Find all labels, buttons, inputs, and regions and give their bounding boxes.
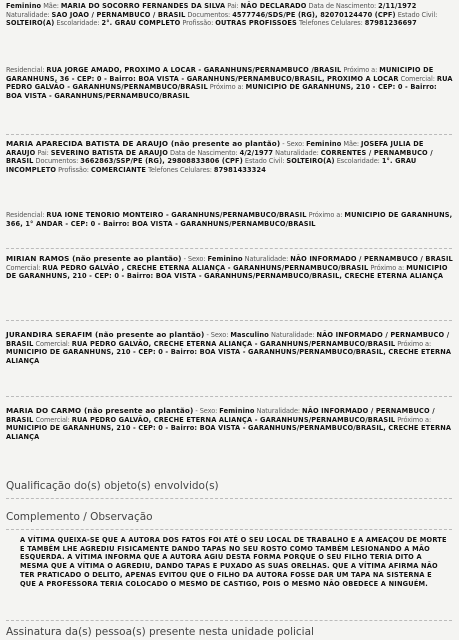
label: Profissão: [58, 165, 89, 174]
label: Naturalidade: [270, 331, 315, 339]
label: Próximo a: [370, 263, 405, 272]
divider [6, 498, 452, 499]
label: Documentos: [35, 157, 79, 166]
person-2-civil-status: SOLTEIRO(A) [286, 157, 335, 166]
label: Naturalidade: [275, 148, 319, 157]
divider [6, 248, 452, 249]
person-4-block [6, 331, 454, 365]
label: Telefones Celulares: [298, 19, 363, 28]
person-2-block [6, 140, 454, 174]
person-4-near: MUNICIPIO DE GARANHUNS, 210 - CEP: 0 - Bairro: BOA VISTA - GARANHUNS/PERNAMBUCO/BRASIL, CRECHE ETERNA ALIANÇA [6, 348, 452, 365]
person-1-block [6, 2, 454, 28]
person-2-phone: 87981433324 [213, 165, 266, 174]
person-2-name: MARIA APARECIDA BATISTA DE ARAUJO (não presente ao plantão) [6, 139, 281, 148]
person-1-father: NÃO DECLARADO [240, 2, 307, 10]
signature-section-heading: Assinatura da(s) pessoa(s) presente nesta unidade policial [6, 626, 314, 638]
person-3-near: MUNICIPIO DE GARANHUNS, 210 - CEP: 0 - Bairro: BOA VISTA - GARANHUNS/PERNAMBUCO/BRASIL, CRECHE ETERNA ALIANÇA [6, 263, 448, 281]
person-2-addresses [6, 211, 454, 228]
person-3-block [6, 255, 454, 281]
person-4-sex: Masculino [230, 331, 269, 339]
label: Data de Nascimento: [308, 2, 377, 10]
person-3-sex: Feminino [207, 255, 243, 263]
person-1-commercial: RUA PEDRO GALVÃO - GARANHUNS/PERNAMBUCO/BRASIL [6, 74, 453, 92]
complement-section-heading: Complemento / Observação [6, 511, 153, 523]
label: Comercial: [35, 339, 70, 348]
person-1-near: MUNICIPIO DE GARANHUNS, 36 - CEP: 0 - Bairro: BOA VISTA - GARANHUNS/PERNAMBUCO/BRASIL, PROXIMO A LOCAR [6, 66, 434, 83]
person-3-name: MIRIAN RAMOS (não presente ao plantão) [6, 254, 182, 263]
person-5-block [6, 407, 454, 441]
label: Residencial: [6, 66, 45, 74]
person-1-mother: MARIA DO SOCORRO FERNANDES DA SILVA [60, 2, 226, 10]
person-2-father: SEVERINO BATISTA DE ARAUJO [50, 148, 168, 157]
person-3-birthplace: NÃO INFORMADO / PERNAMBUCO / BRASIL [290, 255, 453, 263]
person-1-phone: 87981236697 [364, 19, 417, 28]
label: Estado Civil: [244, 157, 285, 166]
person-2-sex: Feminino [306, 140, 342, 148]
divider [6, 396, 452, 397]
label: - Sexo: [282, 140, 305, 148]
objects-section-heading: Qualificação do(s) objeto(s) envolvido(s) [6, 480, 219, 492]
label: Pai: [227, 2, 239, 10]
person-2-documents: 3662863/SSP/PE (RG), 29808833806 (CPF) [80, 157, 243, 166]
label: Comercial: [35, 415, 70, 424]
divider [6, 529, 452, 530]
person-1-birthdate: 2/11/1972 [378, 2, 417, 10]
label: Comercial: [6, 263, 41, 272]
label: Escolaridade: [56, 19, 100, 28]
label: Telefones Celulares: [148, 165, 212, 174]
label: Data de Nascimento: [169, 148, 238, 157]
person-5-birthplace: NÃO INFORMADO / PERNAMBUCO / BRASIL [6, 407, 435, 424]
label: Próximo a: [397, 415, 432, 424]
person-5-near: MUNICIPIO DE GARANHUNS, 210 - CEP: 0 - Bairro: BOA VISTA - GARANHUNS/PERNAMBUCO/BRASIL, CRECHE ETERNA ALIANÇA [6, 424, 452, 441]
label: Escolaridade: [336, 157, 380, 166]
person-4-name: JURANDIRA SERAFIM (não presente ao plantão) [6, 330, 205, 339]
label: Naturalidade: [244, 255, 289, 263]
divider [6, 320, 452, 321]
person-5-name: MARIA DO CARMO (não presente ao plantão) [6, 406, 194, 415]
person-2-education: 1°. GRAU INCOMPLETO [6, 157, 417, 174]
label: Próximo a: [209, 83, 244, 92]
label: Naturalidade: [256, 407, 301, 415]
label: Profissão: [182, 19, 214, 28]
label: Pai: [37, 148, 49, 157]
label: - Sexo: [206, 331, 229, 339]
person-1-birthplace: SAO JOAO / PERNAMBUCO / BRASIL [51, 10, 186, 19]
label: - Sexo: [195, 407, 218, 415]
person-2-profession: COMERCIANTE [90, 165, 147, 174]
label: Documentos: [187, 10, 231, 19]
person-1-residential: RUA JORGE AMADO, PROXIMO A LOCAR - GARANHUNS/PERNAMBUCO /BRASIL [46, 66, 342, 74]
person-1-education: 2°. GRAU COMPLETO [101, 19, 181, 28]
person-2-residential: RUA IONE TENORIO MONTEIRO - GARANHUNS/PERNAMBUCO/BRASIL [46, 211, 307, 219]
person-5-sex: Feminino [219, 407, 255, 415]
person-1-civil-status: SOLTEIRO(A) [6, 19, 55, 28]
person-5-commercial: RUA PEDRO GALVÃO, CRECHE ETERNA ALIANÇA - GARANHUNS/PERNAMBUCO/BRASIL [71, 415, 396, 424]
label: Mãe: [343, 140, 359, 148]
person-1-sex: Feminino [6, 2, 42, 10]
person-1-profession: OUTRAS PROFISSOES [215, 19, 297, 28]
complement-text: A VÍTIMA QUEIXA-SE QUE A AUTORA DOS FATOS FOI ATÉ O SEU LOCAL DE TRABALHO E A AMEAÇOU DE MORTE E TAMBÉM LHE AGREDIU FISICAMENTE DANDO TAPAS NO SEU ROSTO COMO TAMBÉM LESIONANDO A MÃO ESQUERDA. A VÍTIMA INFORMA QUE A AUTORA AGIU DESTA FORMA PORQUE O SEU FILHO TERIA DITO A MESMA QUE A VÍTIMA O AGREDIU, DANDO TAPAS E PUXADO AS SUAS ORELHAS. QUE A VÍTIMA AFIRMA NÃO TER PRATICADO O DELITO, APENAS EVITOU QUE O FILHO DA AUTORA FOSSE DAR UM TAPA NA SISTERNA E QUE A PROFESSORA TERIA COLOCADO O MESMO DE CASTIGO, POIS O MESMO NÃO OBEDECE A NINGUÉM. [20, 536, 447, 588]
person-2-birthdate: 4/2/1977 [239, 148, 274, 157]
label: Naturalidade: [6, 10, 50, 19]
person-2-birthplace: CORRENTES / PERNAMBUCO / BRASIL [6, 148, 433, 166]
person-2-mother: JOSEFA JULIA DE ARAUJO [6, 140, 424, 157]
label: Próximo a: [308, 211, 343, 219]
person-2-near: MUNICIPIO DE GARANHUNS, 366, 1° ANDAR - CEP: 0 - Bairro: BOA VISTA - GARANHUNS/PERNAMBUCO/BRASIL [6, 211, 453, 228]
label: - Sexo: [183, 255, 206, 263]
label: Próximo a: [397, 339, 432, 348]
label: Estado Civil: [397, 10, 438, 19]
label: Comercial: [400, 74, 435, 83]
person-3-commercial: RUA PEDRO GALVÃO , CRECHE ETERNA ALIANÇA - GARANHUNS/PERNAMBUCO/BRASIL [42, 263, 369, 272]
person-1-addresses [6, 66, 454, 100]
label: Residencial: [6, 211, 45, 219]
divider [6, 620, 452, 621]
label: Próximo a: [343, 66, 378, 74]
label: Mãe: [43, 2, 59, 10]
divider [6, 134, 452, 135]
person-1-documents: 4577746/SDS/PE (RG), 82070124470 (CPF) [232, 10, 396, 19]
person-4-commercial: RUA PEDRO GALVÃO, CRECHE ETERNA ALIANÇA - GARANHUNS/PERNAMBUCO/BRASIL [71, 339, 396, 348]
person-1-commercial-near: MUNICIPIO DE GARANHUNS, 210 - CEP: 0 - Bairro: BOA VISTA - GARANHUNS/PERNAMBUCO/BRASIL [6, 83, 437, 100]
person-4-birthplace: NÃO INFORMADO / PERNAMBUCO / BRASIL [6, 331, 450, 348]
